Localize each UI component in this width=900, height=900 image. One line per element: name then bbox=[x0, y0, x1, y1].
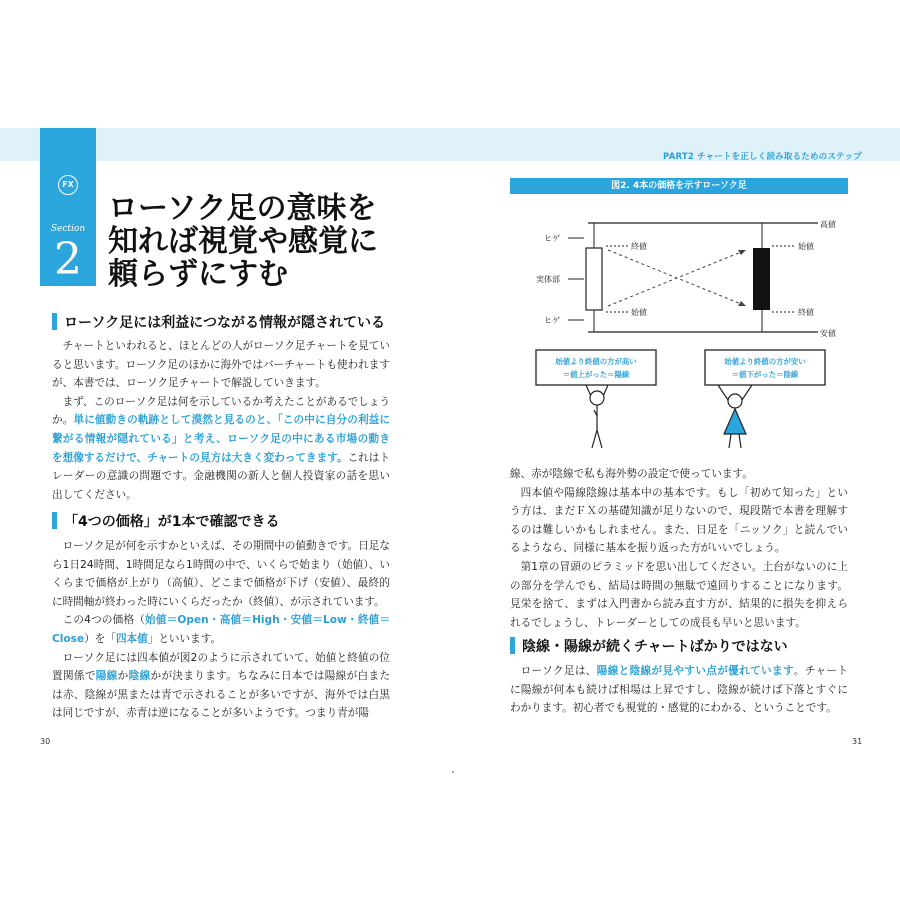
highlight-text: 陰線 bbox=[128, 670, 151, 683]
highlight-text: 四本値 bbox=[115, 632, 148, 645]
paragraph: 第1章の冒頭のピラミッドを思い出してください。土台がないのに上の部分を学んでも、結局は時間の無駄で遠回りすることになります。見栄を捨て、まずは入門書から読み直す方が、結果的に損失を抑えられるでしょうし、トレーダーとしての成長も早いと思います。 bbox=[510, 560, 848, 629]
gutter-mark bbox=[452, 771, 454, 773]
candlestick-figure bbox=[500, 198, 852, 456]
bull-candle-body bbox=[586, 248, 602, 310]
label-body: 実体部 bbox=[536, 275, 560, 284]
part-header: PART2 チャートを正しく読み取るためのステップ bbox=[663, 152, 862, 162]
section-word: Section bbox=[50, 224, 86, 234]
right-paragraphs-1 bbox=[510, 465, 848, 632]
label-wick-top: ヒゲ bbox=[544, 234, 560, 243]
paragraph: 四本値や陽線陰線は基本中の基本です。もし「初めて知った」という方は、まだＦＸの基礎知識が足りないので、現段階で本書を理解するのは難しいかもしれません。また、日足を「ニッソク」と読んでいるようなら、同様に基本を振り返った方がいいでしょう。 bbox=[510, 486, 848, 555]
bear-candle-body bbox=[753, 248, 770, 310]
fx-icon: FX bbox=[58, 175, 78, 195]
subheading-3: 陰線・陽線が続くチャートばかりではない bbox=[510, 636, 788, 656]
highlight-text: 陽線 bbox=[95, 670, 118, 683]
subheading-2: 「4つの価格」が1本で確認できる bbox=[52, 511, 279, 531]
paragraph bbox=[52, 337, 390, 393]
label-open-left: 始値 bbox=[631, 308, 647, 317]
section-badge bbox=[40, 128, 96, 286]
highlight-text: 単に値動きの軌跡として漠然と見るのと、「この中に自分の利益に繋がる情報が隠れている」と考え、ローソク足の中にある市場の動きを想像するだけで、チャートの見方は大きく変わってきます。 bbox=[52, 414, 390, 464]
sign-right-line2: ＝値下がった＝陰線 bbox=[731, 370, 799, 379]
sign-left-line2: ＝値上がった＝陽線 bbox=[562, 370, 630, 379]
paragraph: 線、赤が陰線で私も海外勢の設定で使っています。 bbox=[510, 468, 753, 480]
sign-right bbox=[705, 350, 825, 385]
arrowhead bbox=[738, 250, 746, 255]
page-number-right: 31 bbox=[852, 737, 863, 746]
stick-figure-man bbox=[586, 385, 608, 448]
highlight-text: 陽線と陰線が見やすい点が優れています bbox=[596, 665, 794, 677]
text: か bbox=[117, 670, 129, 683]
stick-figure-woman bbox=[718, 385, 752, 448]
label-high: 高値 bbox=[820, 220, 836, 229]
left-paragraphs-1 bbox=[52, 337, 390, 504]
text: かが決まります。ちなみに日本では陽線が白または赤、陰線が黒または青で示されることが多いですが、海外では白黒は同じですが、赤青は逆になることが多いようです。つまり青が陽 bbox=[52, 670, 391, 720]
label-low: 安値 bbox=[820, 329, 836, 338]
paragraph bbox=[52, 649, 390, 723]
paragraph bbox=[52, 611, 390, 648]
subheading-1: ローソク足には利益につながる情報が隠されている bbox=[52, 312, 385, 332]
label-close-right: 終値 bbox=[798, 308, 814, 317]
page-title: ローソク足の意味を 知れば視覚や感覚に 頼らずにすむ bbox=[108, 191, 378, 292]
label-wick-bottom: ヒゲ bbox=[544, 316, 560, 325]
sign-left bbox=[536, 350, 656, 385]
page-number-left: 30 bbox=[40, 737, 51, 746]
label-close-left: 終値 bbox=[631, 242, 647, 251]
text: ローソク足には四本値が図2のように示されていて、始値と終値の位置関係で bbox=[52, 651, 390, 683]
highlight-text: 始値＝Open・高値＝High・安値＝Low・終値＝Close bbox=[52, 614, 390, 645]
sign-right-line1: 始値より終値の方が安い bbox=[724, 357, 806, 366]
left-paragraphs-2 bbox=[52, 537, 390, 723]
paragraph bbox=[510, 662, 848, 718]
text: これはトレーダーの意識の問題です。金融機関の新人と個人投資家の話を思い出してください。 bbox=[52, 451, 390, 501]
text: ）を「 bbox=[84, 632, 116, 645]
text: 。チャートに陽線が何本も続けば相場は上昇ですし、陰線が続けば下落とすぐにわかります。初心者でも視覚的・感覚的にわかる、ということです。 bbox=[510, 665, 848, 715]
text: この4つの価格（ bbox=[62, 614, 146, 627]
text: チャートといわれると、ほとんどの人がローソク足チャートを見ていると思います。ローソク足のほかに海外ではバーチャートも使われますが、本書では、ローソク足チャートで解説していきます。 bbox=[52, 340, 390, 390]
paragraph: ローソク足が何を示すかといえば、その期間中の値動きです。日足なら1日24時間、1時間足なら1時間の中で、いくらで始まり（始値）、いくらまで価格が上がり（高値）、どこまで価格が下げ（安値）、最終的に時間軸が終わった時にいくらだったか（終値）、が示されています。 bbox=[52, 540, 390, 608]
label-open-right: 始値 bbox=[798, 242, 814, 251]
sign-left-line1: 始値より終値の方が高い bbox=[555, 357, 637, 366]
right-paragraphs-2 bbox=[510, 662, 848, 718]
figure-title: 図2. 4本の価格を示すローソク足 bbox=[510, 178, 848, 194]
text: まず、このローソク足は何を示しているか考えたことがあるでしょうか。 bbox=[52, 395, 390, 427]
text: ローソク足は、 bbox=[520, 665, 597, 677]
paragraph bbox=[52, 393, 390, 505]
text: 」といいます。 bbox=[147, 632, 222, 645]
arrowhead bbox=[738, 301, 746, 306]
section-number: 2 bbox=[54, 234, 82, 285]
